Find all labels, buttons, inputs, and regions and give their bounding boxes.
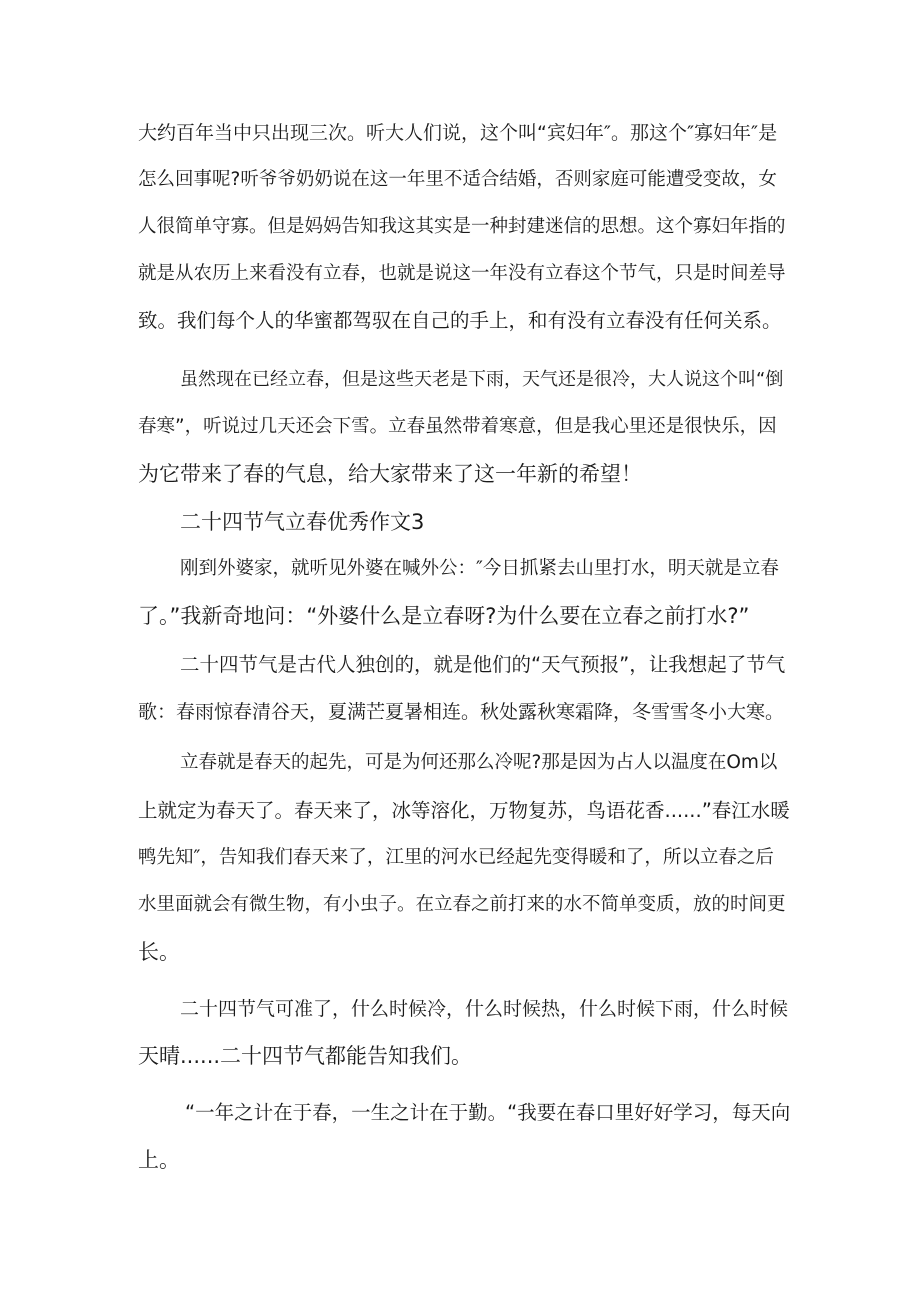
text-line: 为它带来了春的气息，给大家带来了这一年新的希望！: [138, 462, 642, 486]
text-line: 长。: [138, 940, 180, 964]
text-line: 了。”我新奇地问：“外婆什么是立春呀?为什么要在立春之前打水?”: [138, 604, 750, 628]
text-line: 怎么回事呢?听爷爷奶奶说在这一年里不适合结婚，否则家庭可能遭受变故，女: [138, 169, 777, 190]
text-line: 歌：春雨惊春清谷天，夏满芒夏暑相连。秋处露秋寒霜降，冬雪雪冬小大寒。: [138, 701, 785, 723]
text-line: 刚到外婆家，就听见外婆在喊外公：″今日抓紧去山里打水，明天就是立春: [180, 558, 779, 579]
text-line: 二十四节气可准了，什么时候冷，什么时候热，什么时候下雨，什么时候: [180, 998, 789, 1020]
text-line: 立春就是春天的起先，可是为何还那么冷呢?那是因为占人以温度在Om以: [180, 752, 778, 773]
text-line: 虽然现在已经立春，但是这些天老是下雨，天气还是很冷，大人说这个叫“倒: [180, 369, 784, 390]
text-line: 水里面就会有微生物，有小虫子。在立春之前打来的水不简单变质，放的时间更: [138, 894, 786, 915]
text-line: 天晴......二十四节气都能告知我们。: [138, 1044, 473, 1068]
text-line: 上就定为春天了。春天来了，冰等溶化，万物复苏，鸟语花香......”春江水暖: [138, 799, 790, 822]
text-line: 大约百年当中只出现三次。听大人们说，这个叫“宾妇年″。那这个″寡妇年″是: [138, 122, 778, 144]
text-line: 二十四节气是古代人独创的，就是他们的“天气预报”，让我想起了节气: [180, 653, 786, 676]
text-line: 人很简单守寡。但是妈妈告知我这其实是一种封建迷信的思想。这个寡妇年指的: [138, 216, 786, 237]
text-line: 致。我们每个人的华蜜都驾驭在自己的手上，和有没有立春没有任何关系。: [138, 309, 782, 332]
text-line: 春寒”，听说过几天还会下雪。立春虽然带着寒意，但是我心里还是很快乐，因: [138, 416, 777, 437]
text-line: 就是从农历上来看没有立春，也就是说这一年没有立春这个节气，只是时间差导: [138, 263, 786, 284]
text-line: “一年之计在于春，一生之计在于勤。“我要在春口里好好学习，每天向: [185, 1101, 791, 1124]
section-heading: 二十四节气立春优秀作文3: [180, 510, 425, 534]
text-line: 鸭先知″，告知我们春天来了，江里的河水已经起先变得暖和了，所以立春之后: [138, 847, 774, 868]
text-line: 上。: [138, 1148, 180, 1172]
